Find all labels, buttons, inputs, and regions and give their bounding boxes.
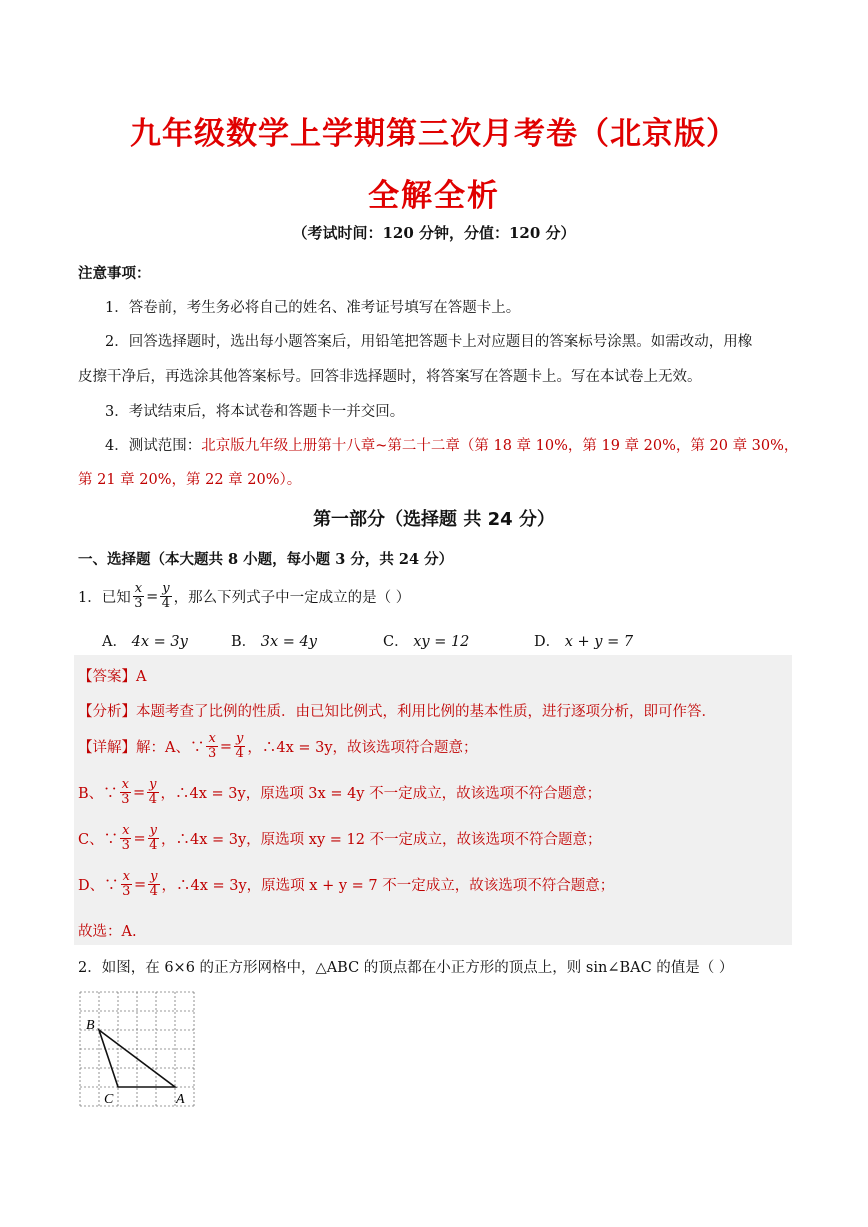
- detail-c-prefix: C、∵: [78, 832, 119, 848]
- frac-den: 4: [148, 792, 157, 807]
- frac-num: x: [122, 869, 130, 884]
- detail-d-text: ，∴4x = 3y，原选项 x + y = 7 不一定成立，故该选项不符合题意；: [161, 878, 615, 894]
- detail-b-text: ，∴4x = 3y，原选项 3x = 4y 不一定成立，故该选项不符合题意；: [160, 786, 602, 802]
- notice-item-4-prefix: 4．测试范围：: [105, 438, 202, 454]
- option-d[interactable]: [534, 630, 633, 651]
- detail-c: [78, 824, 602, 853]
- q1-prefix: 1．已知: [78, 590, 131, 606]
- fraction-y-over-4: [148, 870, 159, 899]
- analysis: [78, 700, 716, 721]
- frac-den: 3: [208, 746, 217, 761]
- equals-sign: =: [133, 876, 147, 893]
- fraction-y-over-4: [147, 778, 158, 807]
- fraction-x-over-3: [206, 732, 217, 761]
- frac-num: x: [208, 731, 216, 746]
- notice-item-2-line1: 2．回答选择题时，选出每小题答案后，用铅笔把答题卡上对应题目的答案标号涂黑。如需改动，用橡: [105, 334, 753, 350]
- frac-den: 4: [161, 596, 171, 611]
- frac-den: 3: [121, 792, 130, 807]
- detail-b: [78, 778, 601, 807]
- option-label: B．: [231, 634, 257, 650]
- notice-item-1: 1．答卷前，考生务必将自己的姓名、准考证号填写在答题卡上。: [105, 300, 521, 316]
- frac-den: 3: [122, 884, 131, 899]
- frac-num: y: [149, 777, 157, 792]
- answer: 【答案】A: [78, 669, 147, 685]
- notice-item-4-line1: [105, 434, 798, 455]
- option-expr: x + y = 7: [564, 634, 634, 650]
- label-a: A: [176, 1092, 185, 1107]
- detail-a-conclusion: ，∴4x = 3y，故该选项符合题意；: [247, 740, 478, 756]
- grid-figure: [78, 990, 198, 1110]
- question-1: [78, 582, 410, 611]
- detail-tag: 【详解】: [78, 740, 136, 756]
- fraction-y-over-4: [160, 582, 171, 611]
- triangle-abc: [99, 1030, 175, 1087]
- test-scope: 北京版九年级上册第十八章~第二十二章（第 18 章 10%，第 19 章 20%，第 20 章 30%，: [201, 438, 799, 454]
- option-expr: 4x = 3y: [131, 634, 188, 650]
- label-b: B: [86, 1018, 95, 1033]
- fraction-x-over-3: [121, 870, 132, 899]
- option-label: D．: [534, 634, 561, 650]
- equals-sign: =: [146, 588, 159, 605]
- notice-item-2-line2: 皮擦干净后，再选涂其他答案标号。回答非选择题时，将答案写在答题卡上。写在本试卷上无效。: [78, 369, 702, 385]
- detail-d: [78, 870, 614, 899]
- detail-c-text: ，∴4x = 3y，原选项 xy = 12 不一定成立，故该选项不符合题意；: [160, 832, 602, 848]
- fraction-y-over-4: [148, 824, 159, 853]
- fraction-y-over-4: [234, 732, 245, 761]
- label-c: C: [104, 1092, 114, 1107]
- detail-a-prefix: 解：A、∵: [136, 740, 205, 756]
- detail-d-prefix: D、∵: [78, 878, 119, 894]
- frac-den: 3: [134, 596, 143, 611]
- detail-a: [78, 732, 478, 761]
- frac-num: y: [162, 581, 170, 596]
- option-expr: xy = 12: [413, 634, 470, 650]
- document-title: 九年级数学上学期第三次月考卷（北京版）: [130, 116, 738, 152]
- exam-info: （考试时间：120 分钟，分值：120 分）: [292, 224, 576, 242]
- analysis-text: 本题考查了比例的性质．由已知比例式，利用比例的基本性质，进行逐项分析，即可作答．: [136, 704, 716, 720]
- frac-num: y: [235, 731, 244, 746]
- equals-sign: =: [219, 738, 232, 755]
- option-a[interactable]: [102, 630, 188, 651]
- option-c[interactable]: [383, 630, 469, 651]
- equals-sign: =: [133, 830, 146, 847]
- q1-suffix: ，那么下列式子中一定成立的是（ ）: [173, 590, 411, 606]
- part-heading: 一、选择题（本大题共 8 小题，每小题 3 分，共 24 分）: [78, 551, 454, 568]
- option-expr: 3x = 4y: [260, 634, 317, 650]
- frac-den: 4: [149, 838, 158, 853]
- equals-sign: =: [133, 784, 146, 801]
- fraction-x-over-3: [120, 824, 131, 853]
- detail-b-prefix: B、∵: [78, 786, 118, 802]
- frac-num: y: [150, 869, 158, 884]
- section-title: 第一部分（选择题 共 24 分）: [313, 509, 555, 530]
- frac-num: y: [149, 823, 157, 838]
- document-subtitle: 全解全析: [368, 178, 500, 214]
- option-label: C．: [383, 634, 409, 650]
- notice-heading: 注意事项：: [78, 265, 151, 282]
- option-b[interactable]: [231, 630, 317, 651]
- frac-den: 3: [121, 838, 130, 853]
- choose-answer: 故选：A.: [78, 924, 137, 940]
- notice-item-4-line2: 第 21 章 20%，第 22 章 20%）。: [78, 472, 302, 488]
- option-label: A．: [102, 634, 127, 650]
- frac-num: x: [122, 823, 130, 838]
- notice-item-3: 3．考试结束后，将本试卷和答题卡一并交回。: [105, 404, 405, 420]
- frac-den: 4: [235, 746, 244, 761]
- fraction-x-over-3: [120, 778, 131, 807]
- frac-den: 4: [149, 884, 158, 899]
- question-2: 2．如图，在 6×6 的正方形网格中，△ABC 的顶点都在小正方形的顶点上，则 sin∠BAC 的值是（ ）: [78, 960, 734, 976]
- frac-num: x: [134, 581, 143, 596]
- analysis-tag: 【分析】: [78, 704, 136, 720]
- frac-num: x: [121, 777, 129, 792]
- fraction-x-over-3: [133, 582, 144, 611]
- grid-lines: [80, 992, 194, 1106]
